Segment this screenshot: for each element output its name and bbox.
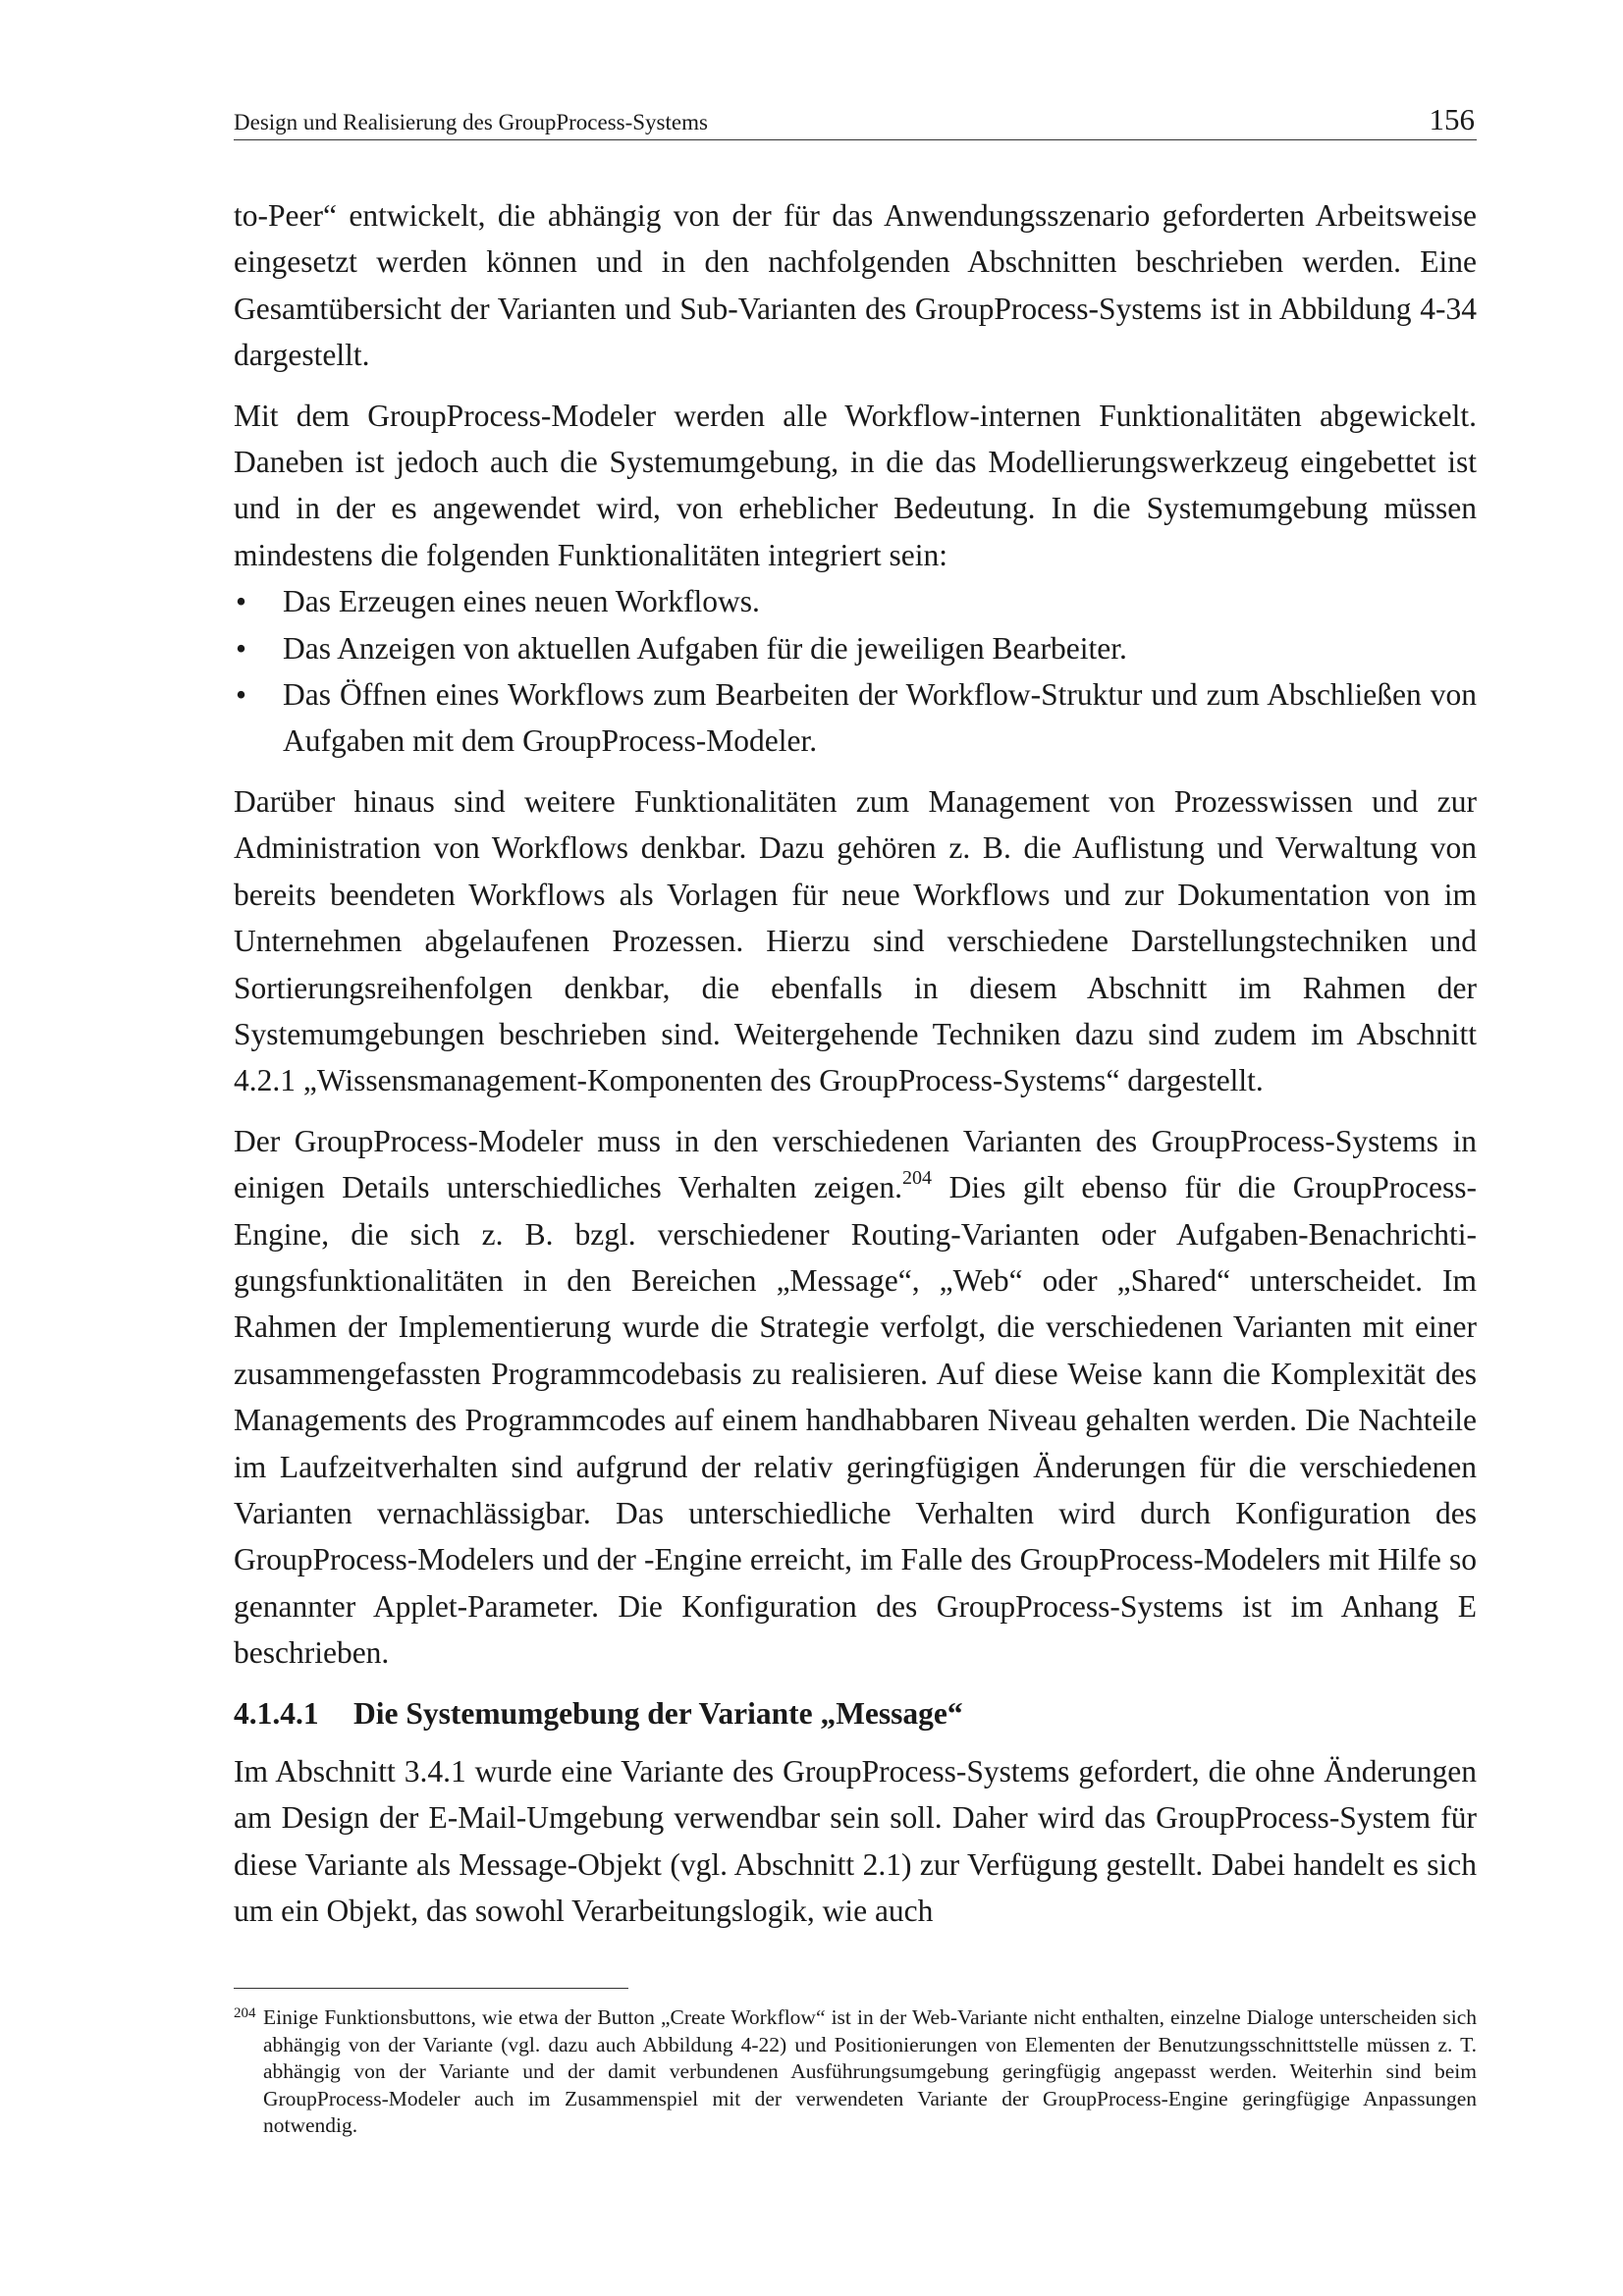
- paragraph-4-text-b: Dies gilt ebenso für die GroupProcess-Engine, die sich z. B. bzgl. verschiedener Routing-Varianten oder Aufgaben-Benachrichtigungsfunktionalitäten in den Bereichen „Message“, „Web“ oder „Shared“ unterscheidet. Im Rahmen der Implementierung wurde die Strategie verfolgt, die verschiedenen Varianten mit einer zusammengefassten Programmcodebasis zu realisieren. Auf diese Weise kann die Komplexität des Managements des Programmcodes auf einem handhabbaren Niveau gehalten werden. Die Nachteile im Laufzeitverhalten sind aufgrund der relativ geringfügigen Änderungen für die verschiedenen Varianten vernachlässigbar. Das unterschiedliche Verhalten wird durch Konfiguration des GroupProcess-Modelers und der -Engine erreicht, im Falle des GroupProcess-Modelers mit Hilfe so genannter Applet-Parameter. Die Konfiguration des GroupProcess-Systems ist im Anhang E beschrieben.: [234, 1170, 1477, 1671]
- running-header: [234, 98, 1477, 140]
- paragraph-4-text-a: Der GroupProcess-Modeler muss in den verschiedenen Varianten des GroupProcess-Systems in einigen Details unterschiedliches Verhalten zeigen.: [234, 1123, 1477, 1205]
- body-text: [234, 192, 1477, 1949]
- bullet-icon: •: [236, 677, 247, 713]
- footnote-separator: [234, 1988, 628, 1989]
- footnote-text: Einige Funktionsbuttons, wie etwa der Button „Create Workflow“ ist in der Web-Variante nicht enthalten, einzelne Dialoge unterscheiden sich abhängig von der Variante (vgl. dazu auch Abbildung 4-22) und Positionierungen von Elementen der Benutzungsschnittstelle müssen z. T. abhängig von der Variante und der damit verbundenen Ausführungsumgebung geringfügig angepasst werden. Weiterhin sind beim GroupProcess-Modeler auch im Zusammenspiel mit der verwendeten Variante der GroupProcess-Engine geringfügige Anpassungen notwendig.: [263, 2005, 1477, 2138]
- section-number: 4.1.4.1: [234, 1695, 319, 1731]
- bullet-list: [234, 578, 1477, 765]
- paragraph-3: Darüber hinaus sind weitere Funktionalitäten zum Management von Prozesswissen und zur Administration von Workflows denkbar. Dazu gehören z. B. die Auflistung und Verwaltung von bereits beendeten Workflows als Vorlagen für neue Workflows und zur Dokumentation von im Unternehmen abgelaufenen Prozessen. Hierzu sind verschiedene Darstellungstechniken und Sortierungsreihenfolgen denkbar, die ebenfalls in diesem Abschnitt im Rahmen der Systemumgebungen beschrieben sind. Weitergehende Techniken dazu sind zudem im Abschnitt 4.2.1 „Wissensmanagement-Komponenten des GroupProcess-Systems“ dargestellt.: [234, 783, 1477, 1098]
- bullet-icon: •: [236, 630, 247, 666]
- section-title: Die Systemumgebung der Variante „Message“: [353, 1695, 963, 1731]
- list-item-text: Das Öffnen eines Workflows zum Bearbeiten der Workflow-Struktur und zum Abschließen von Aufgaben mit dem GroupProcess-Modeler.: [283, 677, 1477, 759]
- footnote-reference: 204: [902, 1167, 933, 1190]
- paragraph-4: [234, 1118, 1477, 1677]
- list-item: [234, 625, 1477, 671]
- header-title: Design und Realisierung des GroupProcess-Systems: [234, 110, 708, 134]
- paragraph-1: to-Peer“ entwickelt, die abhängig von der für das Anwendungsszenario geforderten Arbeitsweise eingesetzt werden können und in den nachfolgenden Abschnitten beschrieben werden. Eine Gesamtübersicht der Varianten und Sub-Varianten des GroupProcess-Systems ist in Abbildung 4-34 dargestellt.: [234, 198, 1477, 373]
- paragraph-5: Im Abschnitt 3.4.1 wurde eine Variante des GroupProcess-Systems gefordert, die ohne Änderungen am Design der E-Mail-Umgebung verwendbar sein soll. Daher wird das GroupProcess-System für diese Variante als Message-Objekt (vgl. Abschnitt 2.1) zur Verfügung gestellt. Dabei handelt es sich um ein Objekt, das sowohl Verarbeitungslogik, wie auch: [234, 1754, 1477, 1929]
- footnote-number: 204: [234, 2005, 256, 2021]
- page-number: 156: [1429, 102, 1475, 136]
- list-item: [234, 671, 1477, 765]
- list-item: [234, 578, 1477, 624]
- bullet-icon: •: [236, 584, 247, 619]
- footnote: [234, 2004, 1477, 2140]
- section-heading: [234, 1690, 1477, 1736]
- list-item-text: Das Erzeugen eines neuen Workflows.: [283, 584, 760, 619]
- paragraph-2: Mit dem GroupProcess-Modeler werden alle Workflow-internen Funktionalitäten abgewickelt. Daneben ist jedoch auch die Systemumgebung, in die das Modellierungswerkzeug eingebettet ist und in der es angewendet wird, von erheblicher Bedeutung. In die Systemumgebung müssen mindestens die folgenden Funktionalitäten integriert sein:: [234, 398, 1477, 572]
- list-item-text: Das Anzeigen von aktuellen Aufgaben für die jeweiligen Bearbeiter.: [283, 630, 1127, 666]
